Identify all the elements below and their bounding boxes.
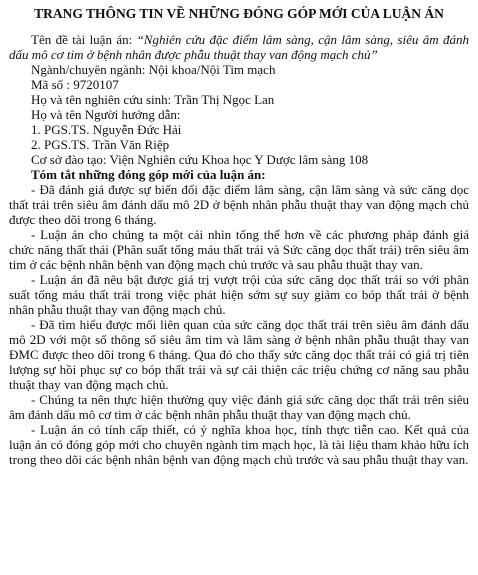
contribution-item: - Luận án đã nêu bật được giá trị vượt trội của sức căng dọc thất trái so với phân suất tống máu thất trái trong việc phát hiện sớm sự suy giảm co bóp thất trái ở bệnh nhân phẫu thuật thay van động mạch chủ.	[9, 272, 469, 317]
contribution-item: - Đã đánh giá được sự biến đổi đặc điểm lâm sàng, cận lâm sàng và sức căng dọc thất trái trên siêu âm đánh dấu mô 2D ở bệnh nhân phẫu thuật thay van động mạch chủ được theo dõi trong 6 tháng.	[9, 182, 469, 227]
contribution-item: - Đã tìm hiểu được mối liên quan của sức căng dọc thất trái trên siêu âm đánh dấu mô 2D với một số thông số siêu âm tim và lâm sàng ở bệnh nhân phẫu thuật thay van ĐMC được theo dõi trong 6 tháng. Qua đó cho thấy sức căng dọc thất trái có giá trị tiên lượng sự hồi phục sự co bóp thất trái và sự cải thiện các triệu chứng cơ năng sau phẫu thuật thay van động mạch chủ.	[9, 317, 469, 392]
supervisor-2: 2. PGS.TS. Trần Văn Riệp	[31, 137, 170, 152]
thesis-title-paragraph	[9, 32, 469, 62]
thesis-major: Ngành/chuyên ngành: Nội khoa/Nội Tim mạch	[31, 62, 276, 77]
supervisors-label: Họ và tên Người hướng dẫn:	[31, 107, 181, 122]
contribution-item: - Luận án có tính cấp thiết, có ý nghĩa khoa học, tính thực tiễn cao. Kết quả của luận án có đóng góp mới cho chuyên ngành tim mạch học, là tài liệu tham khảo hữu ích trong theo dõi các bệnh nhân bệnh van động mạch chủ trước và sau phẫu thuật thay van.	[9, 422, 469, 467]
contribution-item: - Chúng ta nên thực hiện thường quy việc đánh giá sức căng dọc thất trái trên siêu âm đánh dấu mô cơ tim ở các bệnh nhân phẫu thuật thay van động mạch chủ.	[9, 392, 469, 422]
thesis-student: Họ và tên nghiên cứu sinh: Trần Thị Ngọc Lan	[31, 92, 275, 107]
document-body	[9, 32, 469, 467]
thesis-institution: Cơ sở đào tạo: Viện Nghiên cứu Khoa học Y Dược lâm sàng 108	[31, 152, 369, 167]
supervisor-1: 1. PGS.TS. Nguyễn Đức Hải	[31, 122, 182, 137]
contribution-item: - Luận án cho chúng ta một cái nhìn tổng thể hơn về các phương pháp đánh giá chức năng thất thái (Phân suất tống máu thất trái và Sức căng dọc thất trái) trên siêu âm tim ở các bệnh nhân bệnh van động mạch chủ trước và sau phẫu thuật thay van.	[9, 227, 469, 272]
summary-heading: Tóm tắt những đóng góp mới của luận án:	[31, 167, 266, 182]
thesis-title-value: “Nghiên cứu đặc điểm lâm sàng, cận lâm sàng, siêu âm đánh dấu mô cơ tim ở bệnh nhân được phẫu thuật thay van động mạch chủ”	[9, 32, 469, 62]
thesis-code: Mã số : 9720107	[31, 77, 119, 92]
thesis-title-label: Tên đề tài luận án:	[31, 32, 133, 47]
page-title: TRANG THÔNG TIN VỀ NHỮNG ĐÓNG GÓP MỚI CỦA LUẬN ÁN	[34, 6, 444, 21]
